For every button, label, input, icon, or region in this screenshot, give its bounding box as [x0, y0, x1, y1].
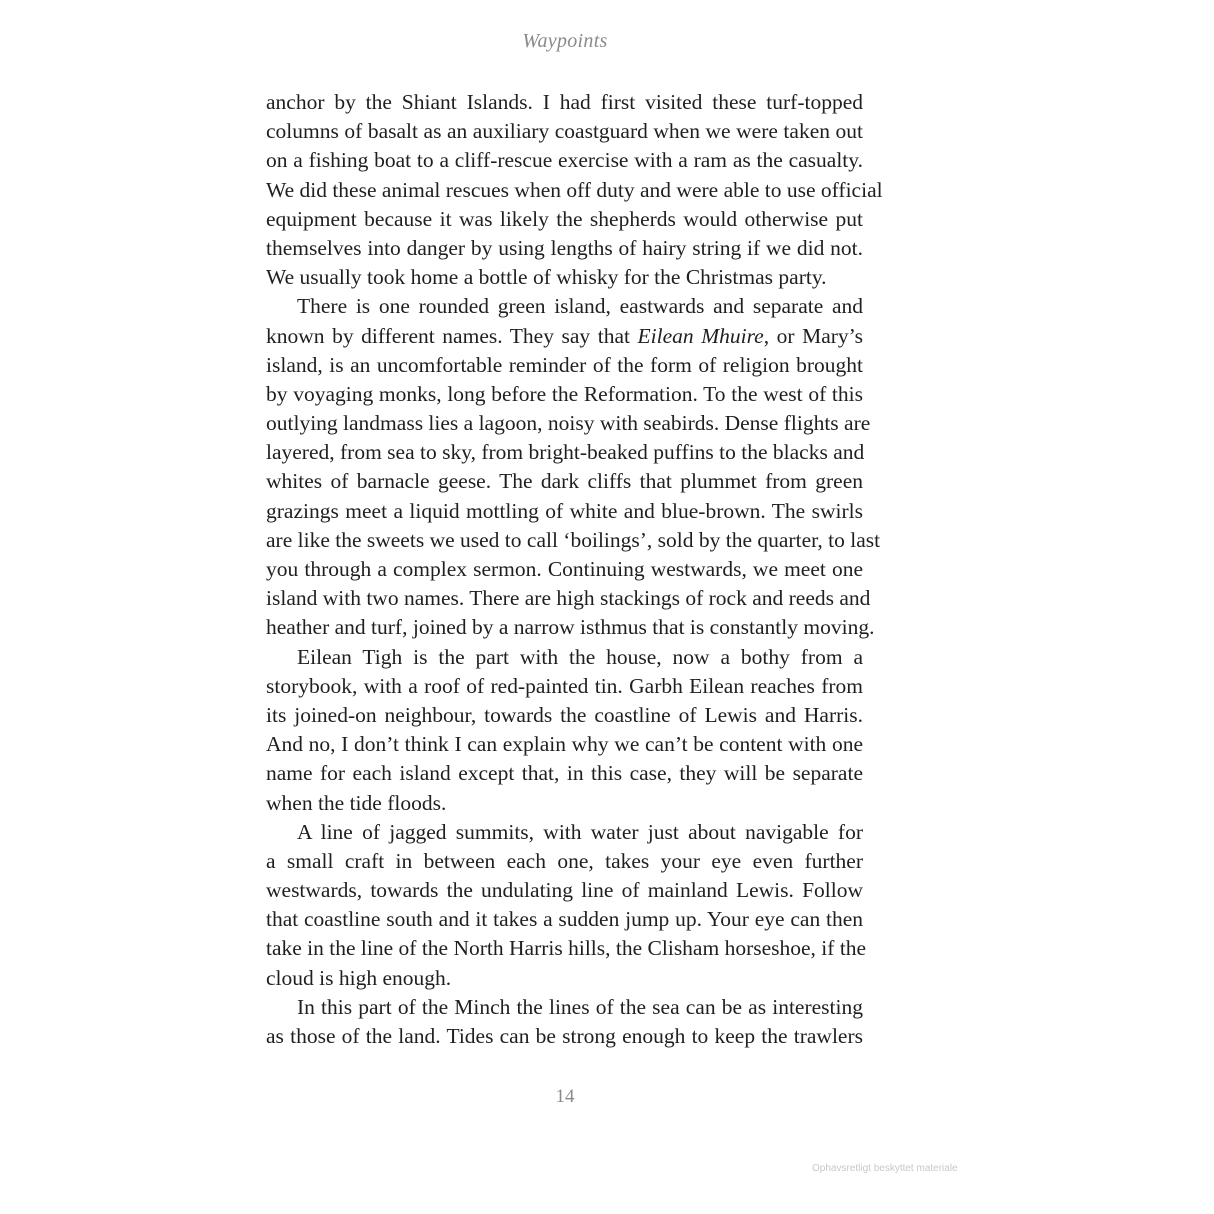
copyright-watermark: Ophavsretligt beskyttet materiale [812, 1163, 958, 1174]
text-line: equipment because it was likely the shepherds would otherwise put [266, 206, 863, 231]
paragraph [266, 993, 863, 1051]
paragraph [266, 292, 881, 642]
paragraph [266, 818, 867, 993]
text-line: that coastline south and it takes a sudden jump up. Your eye can then [266, 907, 863, 932]
text-line: columns of basalt as an auxiliary coastguard when we were taken out [266, 119, 863, 144]
text-line: grazings meet a liquid mottling of white and blue-brown. The swirls [266, 498, 863, 523]
body-text [266, 88, 883, 1051]
text-line: layered, from sea to sky, from bright-beaked puffins to the blacks and [266, 440, 865, 465]
page-number: 14 [555, 1086, 575, 1107]
running-head-title: Waypoints [522, 30, 608, 52]
text-line: known by different names. They say that Eilean Mhuire, or Mary’s [266, 323, 863, 348]
text-line: Eilean Tigh is the part with the house, now a bothy from a [297, 644, 863, 669]
text-line: are like the sweets we used to call ‘boilings’, sold by the quarter, to last [266, 527, 881, 552]
text-line: cloud is high enough. [266, 965, 452, 990]
text-line: a small craft in between each one, takes your eye even further [266, 848, 863, 873]
text-line: name for each island except that, in this case, they will be separate [266, 761, 863, 786]
text-line: by voyaging monks, long before the Reformation. To the west of this [266, 381, 863, 406]
text-line: And no, I don’t think I can explain why we can’t be content with one [266, 732, 863, 757]
text-line: storybook, with a roof of red-painted tin. Garbh Eilean reaches from [266, 673, 863, 698]
paragraph [266, 88, 883, 292]
text-line: on a fishing boat to a cliff-rescue exercise with a ram as the casualty. [266, 148, 863, 173]
text-line: when the tide floods. [266, 790, 447, 815]
text-line: We usually took home a bottle of whisky for the Christmas party. [266, 265, 827, 290]
text-line: There is one rounded green island, eastwards and separate and [297, 294, 863, 319]
text-line: In this part of the Minch the lines of the sea can be as interesting [297, 994, 863, 1019]
text-line: its joined-on neighbour, towards the coastline of Lewis and Harris. [266, 702, 863, 727]
paragraph [266, 643, 863, 818]
text-line: heather and turf, joined by a narrow isthmus that is constantly moving. [266, 615, 875, 640]
text-line: A line of jagged summits, with water just about navigable for [297, 819, 863, 844]
text-line: themselves into danger by using lengths of hairy string if we did not. [266, 235, 863, 260]
text-line: We did these animal rescues when off duty and were able to use official [266, 177, 883, 202]
text-line: anchor by the Shiant Islands. I had first visited these turf-topped [266, 90, 863, 114]
text-line: westwards, towards the undulating line of mainland Lewis. Follow [266, 878, 863, 903]
text-line: outlying landmass lies a lagoon, noisy with seabirds. Dense flights are [266, 411, 871, 436]
text-line: as those of the land. Tides can be strong enough to keep the trawlers [266, 1024, 863, 1048]
text-line: whites of barnacle geese. The dark cliffs that plummet from green [266, 469, 863, 494]
text-line: you through a complex sermon. Continuing westwards, we meet one [266, 557, 863, 581]
text-line: island, is an uncomfortable reminder of the form of religion brought [266, 352, 863, 377]
italic-phrase: Eilean Mhuire [637, 323, 764, 348]
text-line: island with two names. There are high stackings of rock and reeds and [266, 586, 871, 611]
text-line: take in the line of the North Harris hills, the Clisham horseshoe, if the [266, 936, 867, 961]
